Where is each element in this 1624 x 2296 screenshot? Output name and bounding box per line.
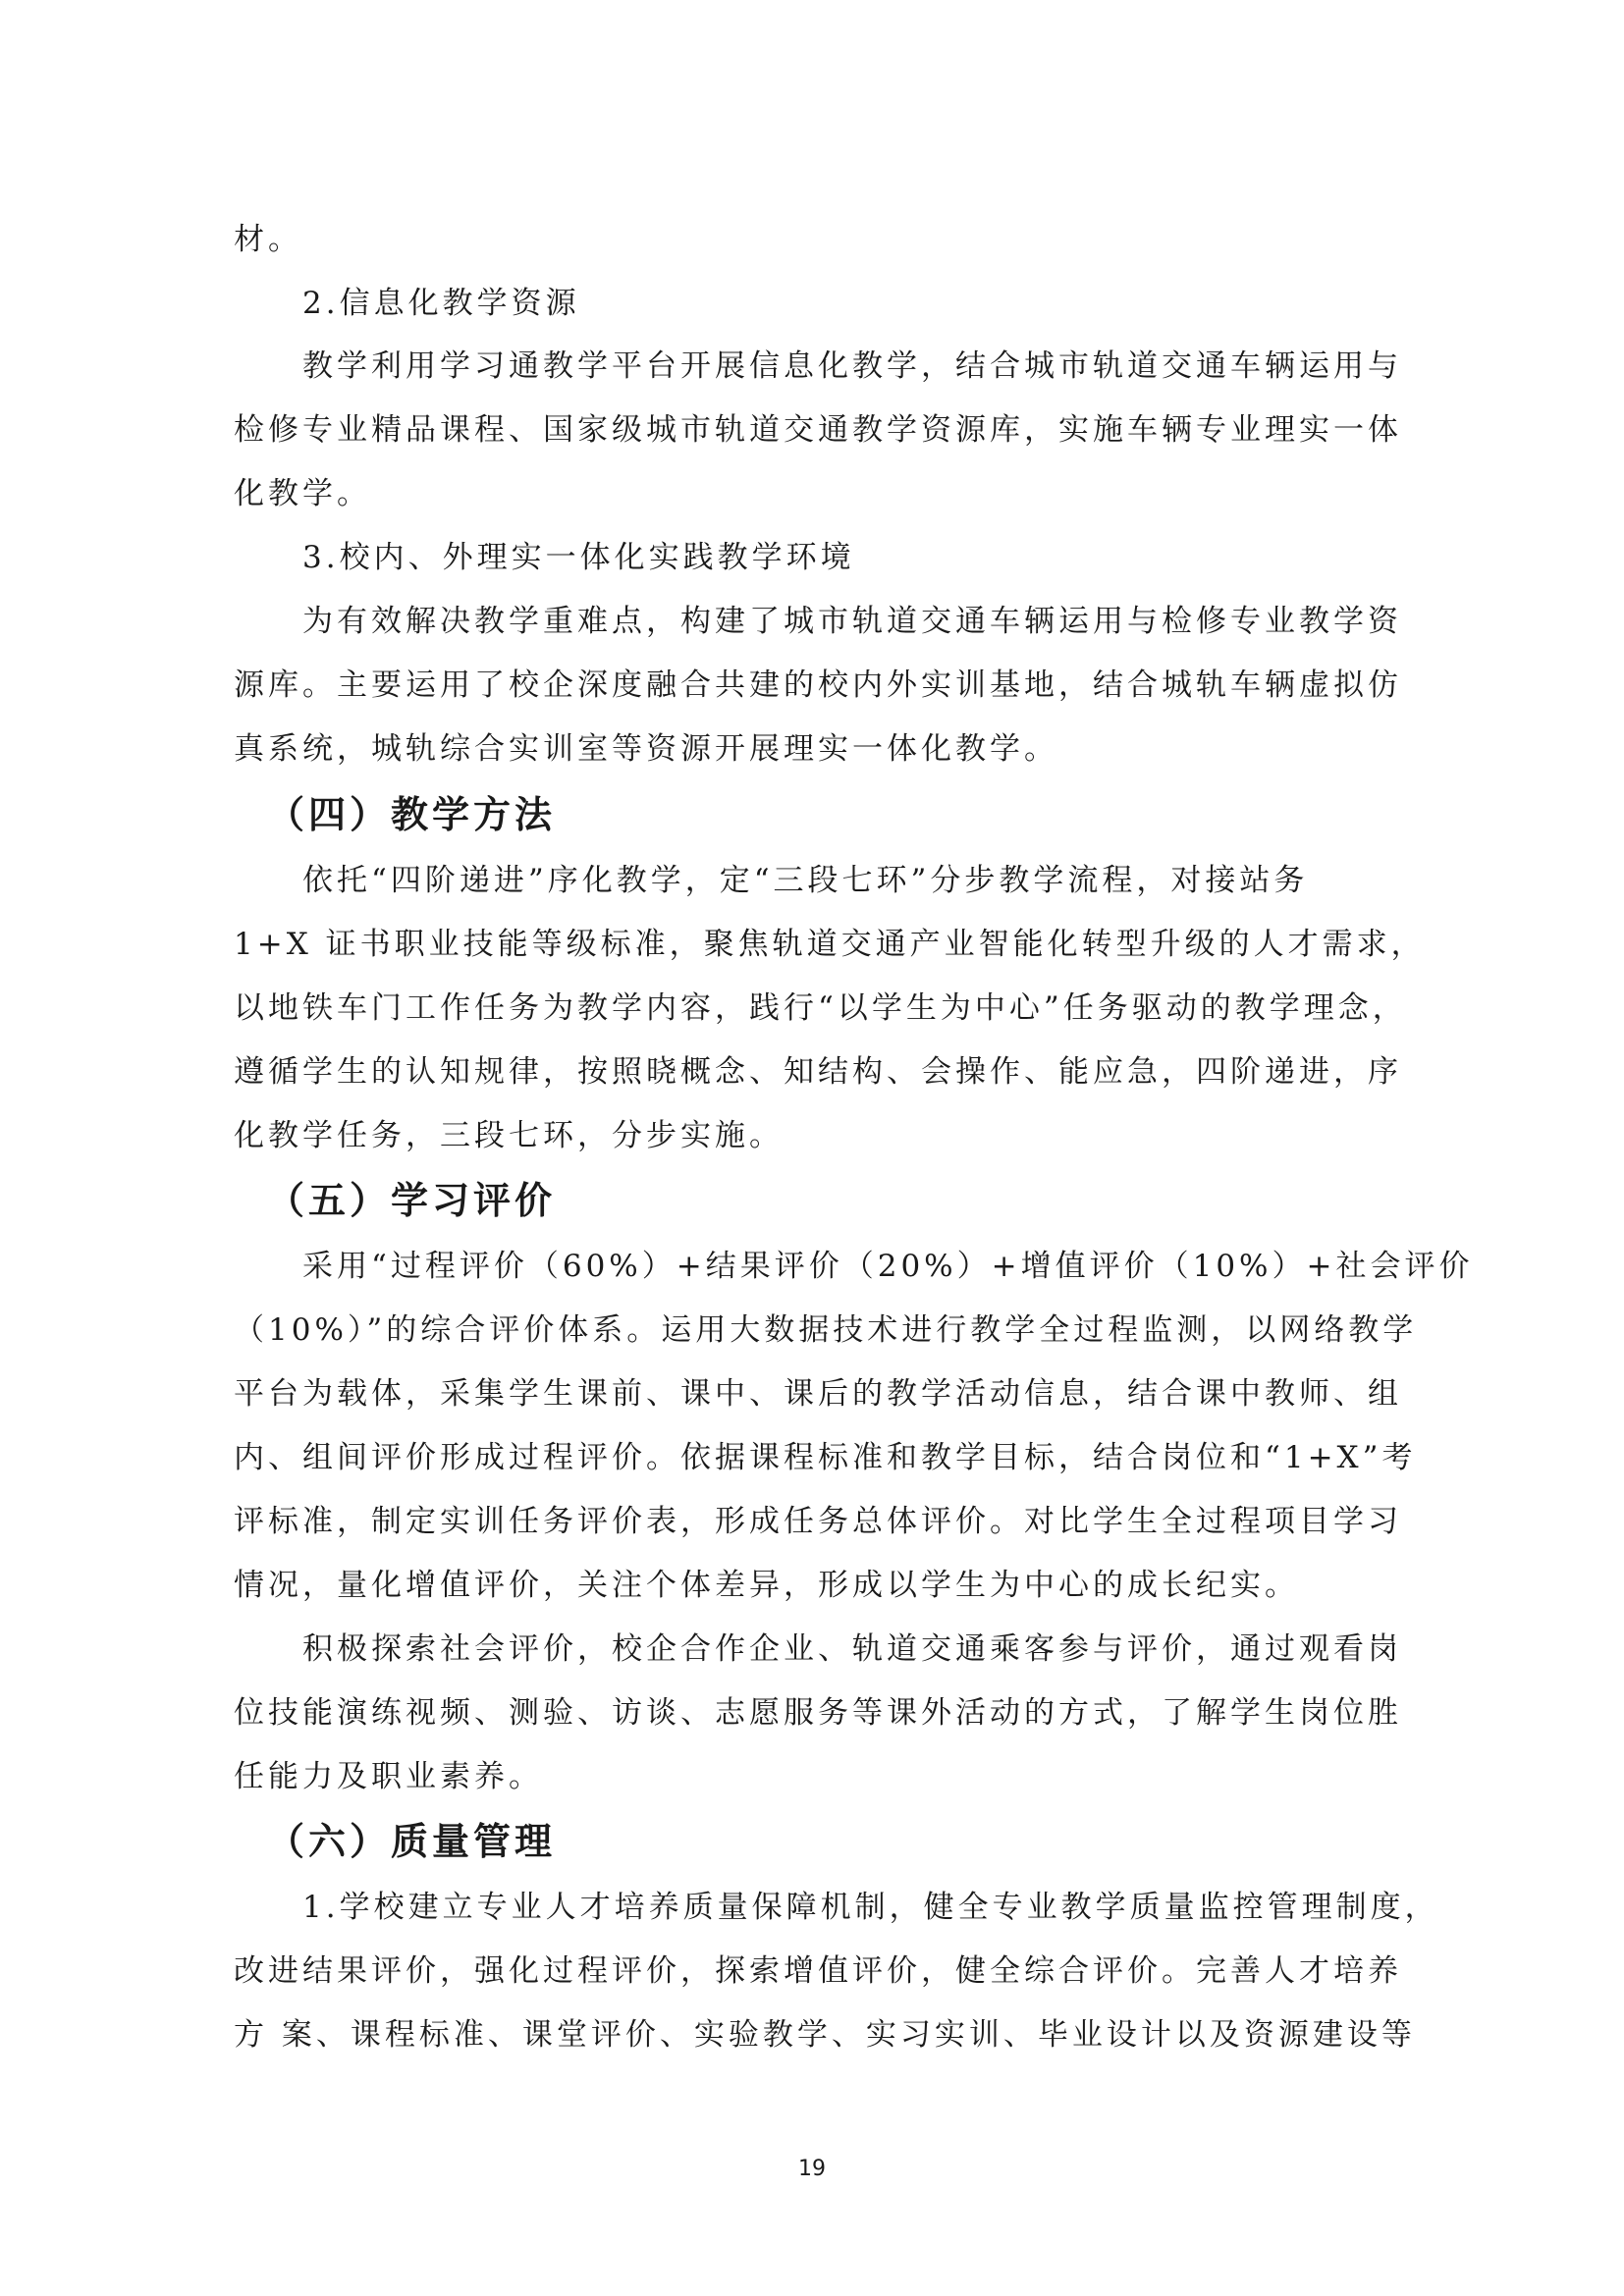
- paragraph-line: 积极探索社会评价，校企合作企业、轨道交通乘客参与评价，通过观看岗: [302, 1631, 1402, 1667]
- paragraph-line: 真系统，城轨综合实训室等资源开展理实一体化教学。: [234, 731, 1058, 767]
- paragraph-line: 以地铁车门工作任务为教学内容，践行“以学生为中心”任务驱动的教学理念，: [234, 990, 1407, 1026]
- paragraph-line: 采用“过程评价（60%）+结果评价（20%）+增值评价（10%）+社会评价: [302, 1249, 1474, 1284]
- paragraph-line: 1.学校建立专业人才培养质量保障机制，健全专业教学质量监控管理制度，: [302, 1890, 1439, 1925]
- paragraph-line: 化教学任务，三段七环，分步实施。: [234, 1118, 784, 1153]
- section-heading: （四）教学方法: [267, 793, 557, 836]
- page-number: 19: [798, 2157, 826, 2181]
- paragraph-line: 平台为载体，采集学生课前、课中、课后的教学活动信息，结合课中教师、组: [234, 1376, 1402, 1412]
- paragraph-line: 方 案、课程标准、课堂评价、实验教学、实习实训、毕业设计以及资源建设等: [234, 2017, 1416, 2053]
- section-heading: （六）质量管理: [267, 1820, 557, 1863]
- subheading-line: 3.校内、外理实一体化实践教学环境: [302, 540, 855, 575]
- paragraph-line: 教学利用学习通教学平台开展信息化教学，结合城市轨道交通车辆运用与: [302, 348, 1402, 384]
- paragraph-line: 改进结果评价，强化过程评价，探索增值评价，健全综合评价。完善人才培养: [234, 1953, 1402, 1989]
- paragraph-line: 评标准，制定实训任务评价表，形成任务总体评价。对比学生全过程项目学习: [234, 1504, 1402, 1539]
- paragraph-line: 依托“四阶递进”序化教学，定“三段七环”分步教学流程，对接站务: [302, 863, 1309, 898]
- paragraph-line: （10%）”的综合评价体系。运用大数据技术进行教学全过程监测，以网络教学: [234, 1312, 1418, 1348]
- paragraph-line: 情况，量化增值评价，关注个体差异，形成以学生为中心的成长纪实。: [234, 1568, 1299, 1603]
- section-heading: （五）学习评价: [267, 1179, 557, 1222]
- paragraph-line: 检修专业精品课程、国家级城市轨道交通教学资源库，实施车辆专业理实一体: [234, 412, 1402, 448]
- paragraph-line: 遵循学生的认知规律，按照晓概念、知结构、会操作、能应急，四阶递进，序: [234, 1054, 1402, 1090]
- paragraph-line: 为有效解决教学重难点，构建了城市轨道交通车辆运用与检修专业教学资: [302, 604, 1402, 639]
- paragraph-line: 位技能演练视频、测验、访谈、志愿服务等课外活动的方式，了解学生岗位胜: [234, 1695, 1402, 1731]
- paragraph-line: 1+X 证书职业技能等级标准，聚焦轨道交通产业智能化转型升级的人才需求，: [234, 927, 1426, 962]
- subheading-line: 2.信息化教学资源: [302, 286, 580, 321]
- paragraph-line: 材。: [234, 222, 302, 257]
- paragraph-line: 任能力及职业素养。: [234, 1759, 543, 1794]
- paragraph-line: 化教学。: [234, 476, 371, 511]
- paragraph-line: 源库。主要运用了校企深度融合共建的校内外实训基地，结合城轨车辆虚拟仿: [234, 667, 1402, 703]
- paragraph-line: 内、组间评价形成过程评价。依据课程标准和教学目标，结合岗位和“1+X”考: [234, 1440, 1417, 1475]
